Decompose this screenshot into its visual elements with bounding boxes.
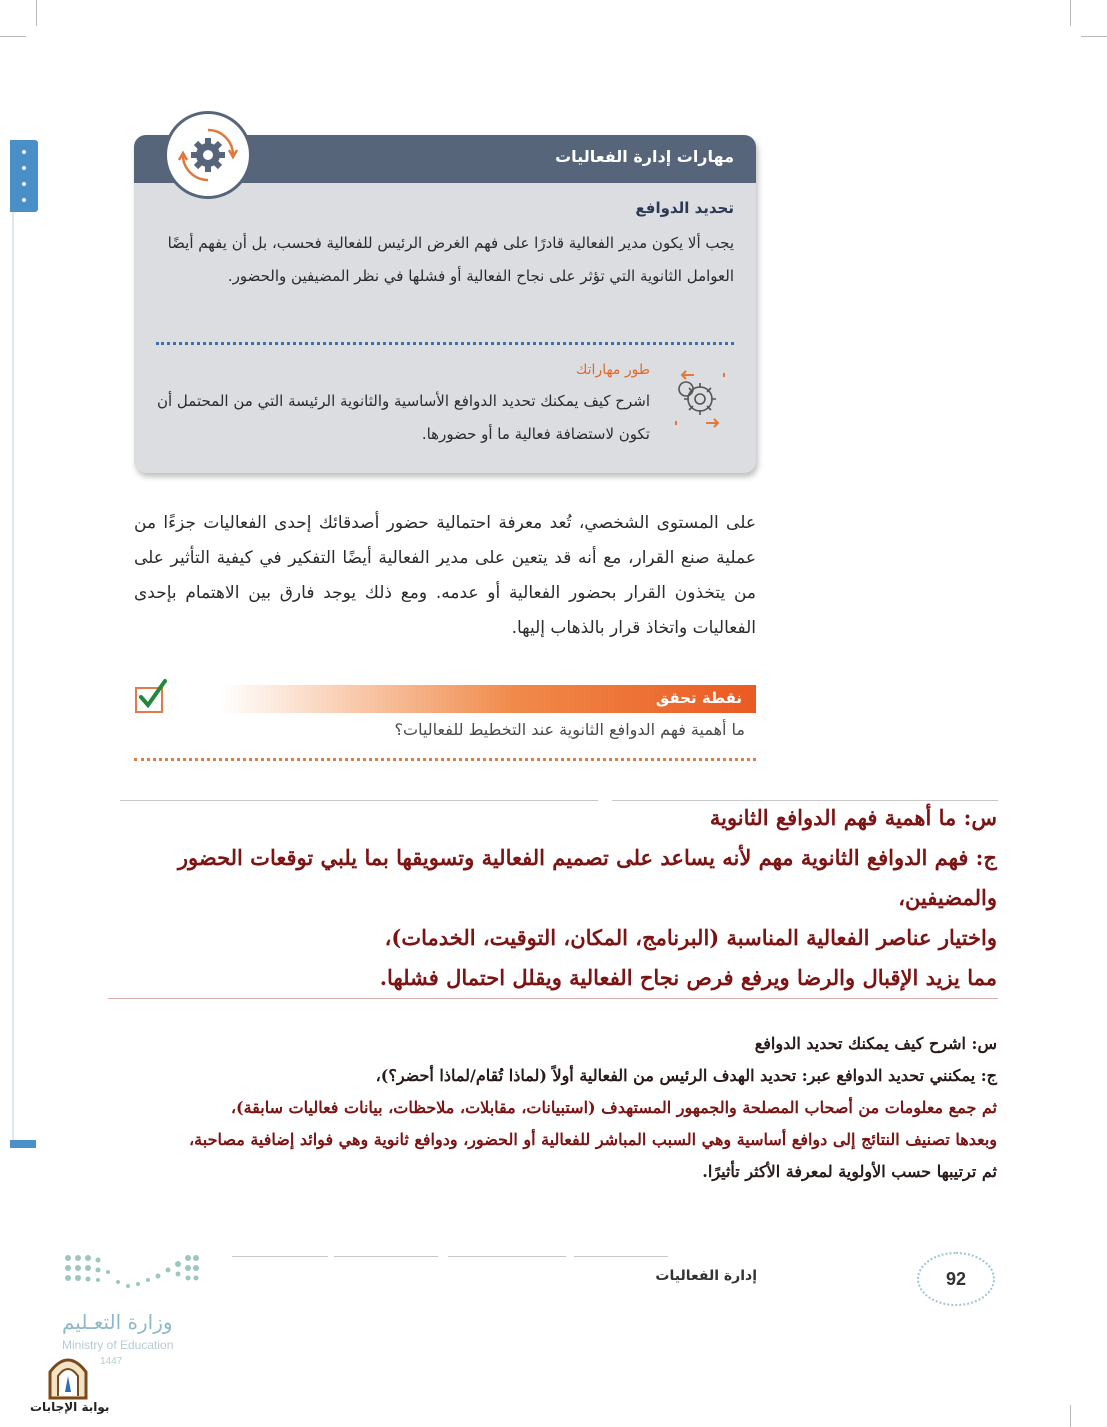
footer-rule bbox=[448, 1256, 566, 1257]
page-number: 92 bbox=[917, 1252, 995, 1306]
checkpoint-label: نقطة تحقق bbox=[655, 689, 742, 707]
crop-mark bbox=[0, 36, 26, 37]
dotted-divider bbox=[156, 342, 734, 345]
answer2-question: س: اشرح كيف يمكنك تحديد الدوافع bbox=[754, 1034, 997, 1053]
answer1-line3: مما يزيد الإقبال والرضا ويرفع فرص نجاح الفعالية ويقلل احتمال فشلها. bbox=[379, 965, 997, 990]
edge-bottom bbox=[10, 1140, 36, 1148]
answer1-line2: واختيار عناصر الفعالية المناسبة (البرنامج، المكان، التوقيت، الخدمات)، bbox=[384, 925, 997, 950]
footer-rule bbox=[232, 1256, 328, 1257]
footer-rule bbox=[334, 1256, 438, 1257]
crop-mark bbox=[1070, 0, 1071, 26]
portal-mosque-icon bbox=[44, 1348, 92, 1402]
card-body: يجب ألا يكون مدير الفعالية قادرًا على فهم الغرض الرئيس للفعالية فحسب، بل أن يفهم أيضًا العوامل الثانوية التي تؤثر على نجاح الفعالية أو فشلها في نظر المضيفين والحضور. bbox=[167, 234, 734, 285]
answer2-line4: ثم ترتيبها حسب الأولوية لمعرفة الأكثر تأثيرًا. bbox=[702, 1162, 997, 1181]
develop-body: اشرح كيف يمكنك تحديد الدوافع الأساسية والثانوية الرئيسة التي من المحتمل أن تكون لاستضافة فعالية ما أو حضورها. bbox=[156, 392, 650, 443]
edge-tab bbox=[10, 140, 38, 212]
answer-rule bbox=[108, 998, 998, 999]
develop-title: طور مهاراتك bbox=[575, 362, 650, 378]
answer2-line2: ثم جمع معلومات من أصحاب المصلحة والجمهور المستهدف (استبيانات، مقابلات، ملاحظات، بيانات فعاليات سابقة)، bbox=[230, 1098, 997, 1117]
answer2-line1: ج: يمكنني تحديد الدوافع عبر: تحديد الهدف الرئيس من الفعالية أولاً (لماذا تُقام/لماذا أحضر؟)، bbox=[375, 1066, 997, 1085]
answer1-question: س: ما أهمية فهم الدوافع الثانوية bbox=[709, 805, 997, 830]
crop-mark bbox=[36, 0, 37, 26]
checkbox-check-icon bbox=[135, 687, 163, 713]
checkpoint-bar bbox=[220, 685, 756, 713]
crop-mark bbox=[1070, 1405, 1071, 1427]
ministry-dots-logo bbox=[62, 1252, 202, 1296]
gear-cycle-icon bbox=[164, 111, 252, 199]
portal-name: بوابة الإجابات bbox=[30, 1400, 110, 1414]
checkpoint-dots bbox=[134, 758, 756, 761]
ministry-name-en: Ministry of Education bbox=[62, 1338, 174, 1352]
gear-arrows-icon bbox=[664, 363, 736, 435]
skills-card bbox=[134, 135, 756, 473]
ministry-year: 1447 bbox=[100, 1356, 123, 1367]
answer-block-2 bbox=[117, 1028, 997, 1188]
checkpoint-question: ما أهمية فهم الدوافع الثانوية عند التخطيط للفعاليات؟ bbox=[394, 720, 745, 739]
card-subtitle: تحديد الدوافع bbox=[635, 199, 734, 217]
ministry-name-ar: وزارة التعـليم bbox=[62, 1310, 173, 1334]
card-title: مهارات إدارة الفعاليات bbox=[555, 147, 734, 166]
crop-mark bbox=[1081, 36, 1107, 37]
answer1-line1: ج: فهم الدوافع الثانوية مهم لأنه يساعد على تصميم الفعالية وتسويقها بما يلبي توقعات الحضور والمضيفين، bbox=[177, 845, 997, 910]
footer-section-title: إدارة الفعاليات bbox=[655, 1268, 757, 1284]
footer-rule bbox=[574, 1256, 668, 1257]
answer2-line3: وبعدها تصنيف النتائج إلى دوافع أساسية وهي السبب المباشر للفعالية أو الحضور، ودوافع ثانوية وهي فوائد إضافية مصاحبة، bbox=[189, 1130, 997, 1149]
body-paragraph: على المستوى الشخصي، تُعد معرفة احتمالية حضور أصدقائك إحدى الفعاليات جزءًا من عملية صنع القرار، مع أنه قد يتعين على مدير الفعالية أيضًا التفكير في كيفية التأثير على من يتخذون القرار بحضور الفعالية أو عدمه. ومع ذلك يوجد فارق بين الاهتمام بإحدى الفعاليات واتخاذ قرار بالذهاب إليها. bbox=[134, 513, 756, 638]
answer-block-1 bbox=[117, 798, 997, 998]
edge-line bbox=[12, 212, 14, 1142]
